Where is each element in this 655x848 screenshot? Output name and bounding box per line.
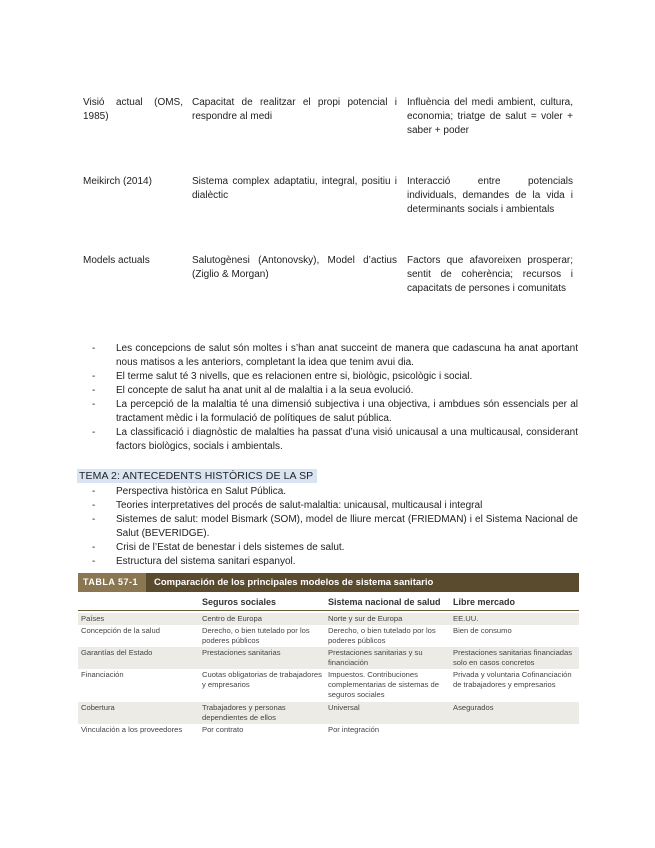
- comparison-table-figure: [78, 573, 579, 739]
- list-item: - Crisi de l’Estat de benestar i dels sistemes de salut.: [92, 542, 345, 553]
- list-item: - Perspectiva històrica en Salut Pública.: [92, 486, 287, 497]
- table-row: Financiación Cuotas obligatorias de trabajadores y empresarios Impuestos. Contribuciones complementarias de sistemas de seguros sociales Privada y voluntaria Cofinanciación de trabajadores y empresarios: [81, 670, 572, 699]
- table-row: Países Centro de Europa Norte y sur de Europa EE.UU.: [78, 613, 579, 625]
- figure-column-headers: [78, 594, 579, 611]
- table-cell: Influència del medi ambient, cultura, economia; triatge de salut = voler + saber + poder: [407, 97, 573, 136]
- figure-header: [78, 573, 579, 592]
- table-row: Vinculación a los proveedores Por contrato Por integración: [81, 725, 380, 734]
- table-row: Concepción de la salud Derecho, o bien tutelado por los poderes públicos Derecho, o bien tutelado por los poderes públicos Bien de consumo: [81, 626, 512, 645]
- section-heading: TEMA 2: ANTECEDENTS HISTÒRICS DE LA SP: [77, 469, 317, 483]
- list-item: - Sistemes de salut: model Bismark (SOM), model de lliure mercat (FRIEDMAN) i el Sistema Nacional de Salut (BEVERIDGE).: [92, 514, 578, 539]
- table-cell: Models actuals: [83, 255, 150, 266]
- list-item: - La percepció de la malaltia té una dimensió subjectiva i una objectiva, i ambdues són essencials per al tractament mèdic i la formulació de polítiques de salut pública.: [92, 399, 578, 424]
- table-row: Cobertura Trabajadores y personas dependientes de ellos Universal Asegurados: [78, 702, 579, 724]
- figure-tag: TABLA 57-1: [78, 573, 146, 592]
- figure-title: Comparación de los principales modelos de sistema sanitario: [154, 577, 434, 588]
- table-cell: Sistema complex adaptatiu, integral, positiu i dialèctic: [192, 176, 397, 201]
- list-item: - El concepte de salut ha anat unit al de malaltia i a la seua evolució.: [92, 385, 414, 396]
- table-cell: Salutogènesi (Antonovsky), Model d’actius (Ziglio & Morgan): [192, 255, 397, 280]
- table-cell: Interacció entre potencials individuals, demandes de la vida i determinants socials i ambientals: [407, 176, 573, 215]
- column-header: Libre mercado: [453, 597, 516, 607]
- list-item: - El terme salut té 3 nivells, que es relacionen entre si, biològic, psicològic i social.: [92, 371, 473, 382]
- list-item: - La classificació i diagnòstic de malalties ha passat d’una visió unicausal a una multicausal, considerant factors biològics, socials i ambientals.: [92, 427, 578, 452]
- topic-list: [92, 485, 578, 569]
- table-cell: Factors que afavoreixen prosperar; sentit de coherència; recursos i capacitats de persones i comunitats: [407, 255, 573, 294]
- list-item: - Teories interpretatives del procés de salut-malaltia: unicausal, multicausal i integral: [92, 500, 483, 511]
- list-item: - Les concepcions de salut són moltes i s’han anat succeint de manera que cadascuna ha anat aportant nous matisos a les anteriors, completant la idea que tenim avui dia.: [92, 343, 578, 368]
- column-header: Sistema nacional de salud: [328, 597, 441, 607]
- table-cell: Visió actual (OMS, 1985): [83, 97, 183, 122]
- list-item: - Estructura del sistema sanitari espanyol.: [92, 556, 296, 567]
- table-cell: Capacitat de realitzar el propi potencial i respondre al medi: [192, 97, 397, 122]
- bullet-list: [92, 342, 578, 454]
- table-row: Garantías del Estado Prestaciones sanitarias Prestaciones sanitarias y su financiación Prestaciones sanitarias financiadas solo en casos concretos: [78, 647, 579, 669]
- table-cell: Meikirch (2014): [83, 176, 152, 187]
- column-header: Seguros sociales: [202, 597, 277, 607]
